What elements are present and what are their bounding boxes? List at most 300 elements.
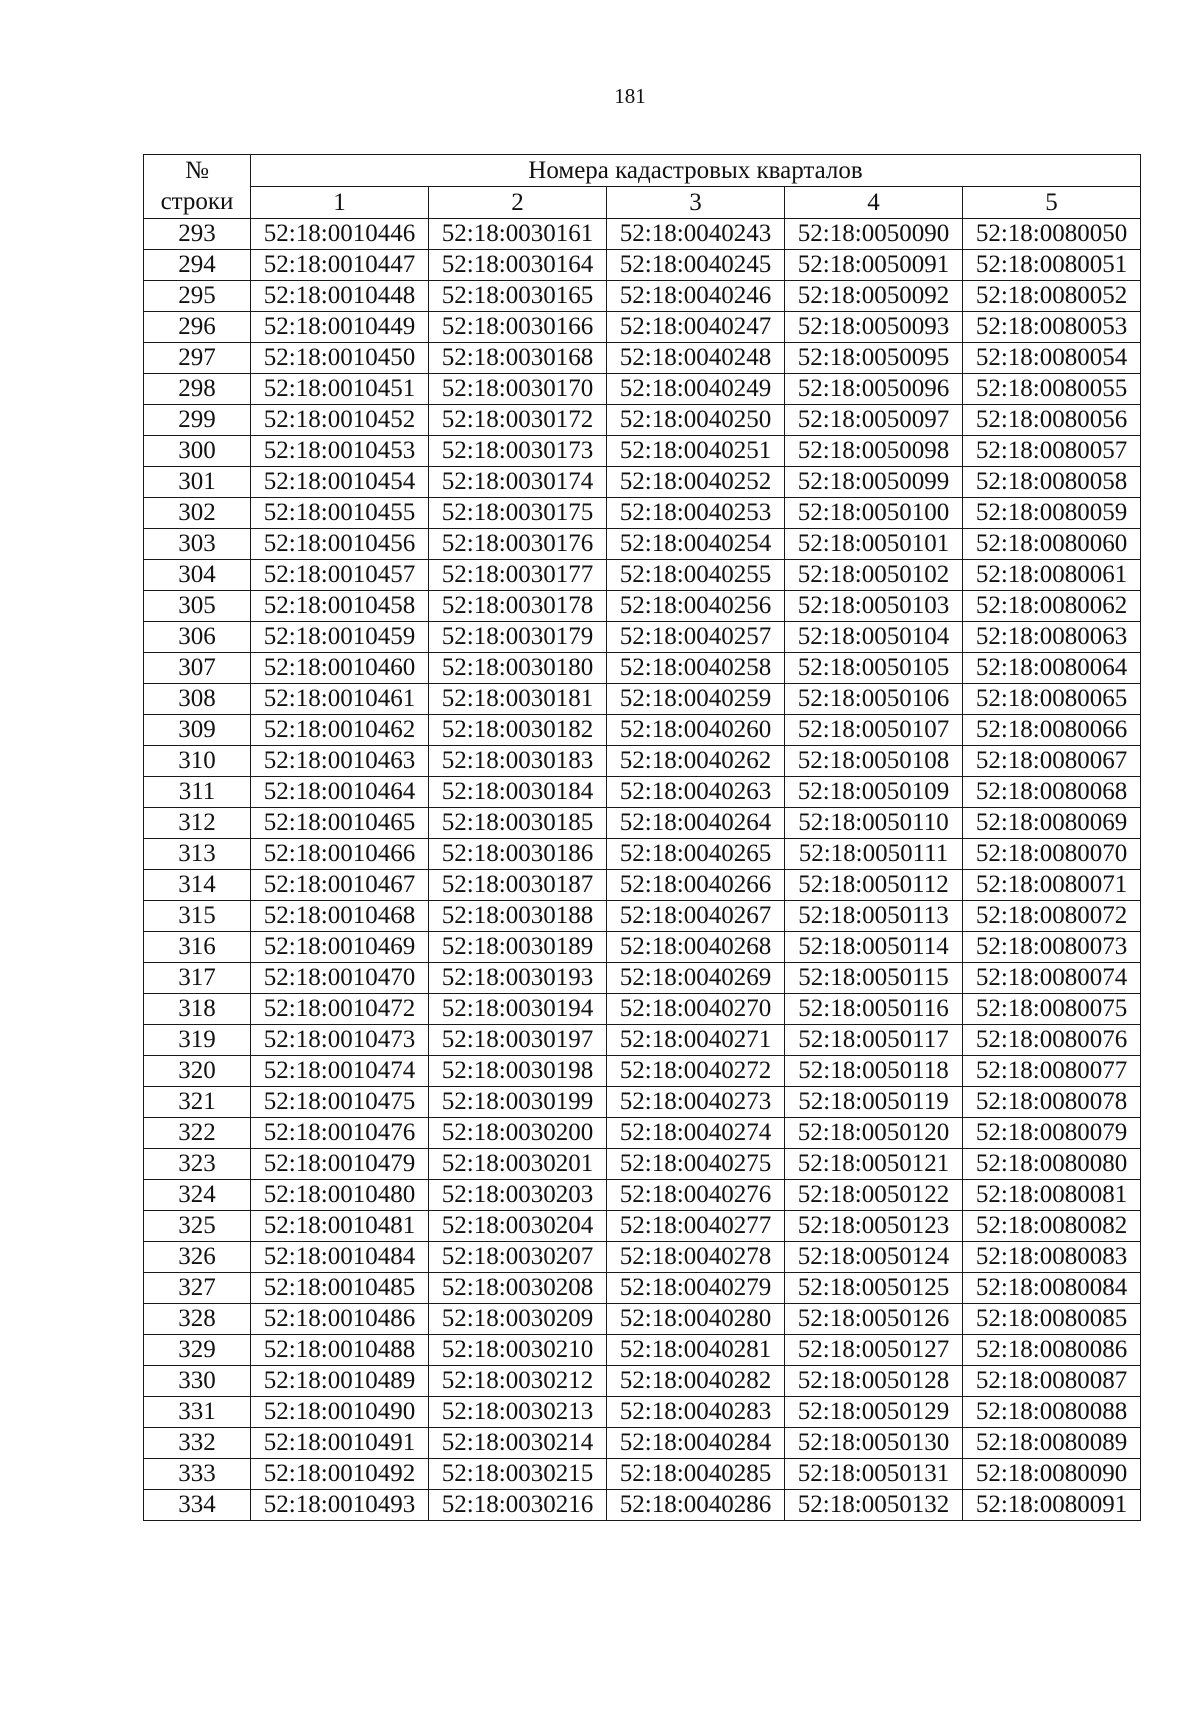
cadastral-number-cell: 52:18:0050099 [785,467,963,498]
cadastral-number-cell: 52:18:0040248 [607,343,785,374]
cadastral-number-cell: 52:18:0050114 [785,932,963,963]
table-row [144,1056,1141,1087]
row-number-header-top: № [185,157,209,184]
cadastral-number-cell: 52:18:0040268 [607,932,785,963]
cadastral-number-cell: 52:18:0030186 [429,839,607,870]
cadastral-number-cell: 52:18:0010458 [251,591,429,622]
cadastral-number-cell: 52:18:0040283 [607,1397,785,1428]
cadastral-number-cell: 52:18:0050096 [785,374,963,405]
table-row [144,1118,1141,1149]
row-number-cell: 303 [144,529,251,560]
cadastral-number-cell: 52:18:0040285 [607,1459,785,1490]
cadastral-number-cell: 52:18:0040260 [607,715,785,746]
cadastral-number-cell: 52:18:0050101 [785,529,963,560]
table-row [144,870,1141,901]
row-number-header [144,155,251,219]
cadastral-number-cell: 52:18:0040262 [607,746,785,777]
cadastral-number-cell: 52:18:0010450 [251,343,429,374]
cadastral-number-cell: 52:18:0030188 [429,901,607,932]
cadastral-number-cell: 52:18:0030180 [429,653,607,684]
cadastral-number-cell: 52:18:0080086 [963,1335,1141,1366]
cadastral-number-cell: 52:18:0010485 [251,1273,429,1304]
table-body [144,219,1141,1521]
cadastral-number-cell: 52:18:0010459 [251,622,429,653]
row-number-cell: 299 [144,405,251,436]
cadastral-number-cell: 52:18:0040271 [607,1025,785,1056]
cadastral-number-cell: 52:18:0010446 [251,219,429,250]
cadastral-number-cell: 52:18:0030166 [429,312,607,343]
cadastral-number-cell: 52:18:0080087 [963,1366,1141,1397]
cadastral-number-cell: 52:18:0030213 [429,1397,607,1428]
page-number: 181 [614,84,646,108]
cadastral-number-cell: 52:18:0010464 [251,777,429,808]
cadastral-number-cell: 52:18:0010455 [251,498,429,529]
table-row [144,281,1141,312]
cadastral-number-cell: 52:18:0050105 [785,653,963,684]
cadastral-number-cell: 52:18:0050120 [785,1118,963,1149]
cadastral-number-cell: 52:18:0080085 [963,1304,1141,1335]
cadastral-number-cell: 52:18:0010472 [251,994,429,1025]
cadastral-number-cell: 52:18:0080061 [963,560,1141,591]
row-number-cell: 294 [144,250,251,281]
cadastral-number-cell: 52:18:0010476 [251,1118,429,1149]
cadastral-number-cell: 52:18:0030170 [429,374,607,405]
cadastral-number-cell: 52:18:0030199 [429,1087,607,1118]
cadastral-number-cell: 52:18:0040252 [607,467,785,498]
row-number-cell: 333 [144,1459,251,1490]
row-number-cell: 295 [144,281,251,312]
row-number-cell: 334 [144,1490,251,1521]
table-row [144,219,1141,250]
row-number-cell: 302 [144,498,251,529]
row-number-cell: 329 [144,1335,251,1366]
cadastral-number-cell: 52:18:0010463 [251,746,429,777]
cadastral-number-cell: 52:18:0030197 [429,1025,607,1056]
row-number-cell: 309 [144,715,251,746]
table-row [144,1211,1141,1242]
row-number-cell: 319 [144,1025,251,1056]
table-row [144,963,1141,994]
cadastral-number-cell: 52:18:0040259 [607,684,785,715]
cadastral-number-cell: 52:18:0080054 [963,343,1141,374]
cadastral-number-cell: 52:18:0080090 [963,1459,1141,1490]
cadastral-number-cell: 52:18:0080059 [963,498,1141,529]
row-number-cell: 307 [144,653,251,684]
table-row [144,560,1141,591]
cadastral-number-cell: 52:18:0030175 [429,498,607,529]
cadastral-number-cell: 52:18:0010451 [251,374,429,405]
row-number-header-bottom: строки [160,188,234,215]
table-row [144,405,1141,436]
cadastral-number-cell: 52:18:0010467 [251,870,429,901]
row-number-cell: 321 [144,1087,251,1118]
cadastral-number-cell: 52:18:0010488 [251,1335,429,1366]
table-row [144,1025,1141,1056]
table-row [144,312,1141,343]
cadastral-number-cell: 52:18:0050112 [785,870,963,901]
table-row [144,1428,1141,1459]
cadastral-number-cell: 52:18:0010462 [251,715,429,746]
row-number-cell: 306 [144,622,251,653]
cadastral-number-cell: 52:18:0050123 [785,1211,963,1242]
cadastral-number-cell: 52:18:0080079 [963,1118,1141,1149]
cadastral-number-cell: 52:18:0080081 [963,1180,1141,1211]
table-row [144,1335,1141,1366]
column-header-1: 1 [251,187,429,219]
cadastral-number-cell: 52:18:0040254 [607,529,785,560]
cadastral-number-cell: 52:18:0050107 [785,715,963,746]
table-row [144,901,1141,932]
cadastral-number-cell: 52:18:0080055 [963,374,1141,405]
cadastral-number-cell: 52:18:0080076 [963,1025,1141,1056]
cadastral-number-cell: 52:18:0080080 [963,1149,1141,1180]
cadastral-number-cell: 52:18:0030176 [429,529,607,560]
cadastral-number-cell: 52:18:0010470 [251,963,429,994]
cadastral-number-cell: 52:18:0050093 [785,312,963,343]
cadastral-number-cell: 52:18:0030178 [429,591,607,622]
row-number-cell: 304 [144,560,251,591]
row-number-cell: 317 [144,963,251,994]
cadastral-number-cell: 52:18:0040266 [607,870,785,901]
column-header-5: 5 [963,187,1141,219]
row-number-cell: 312 [144,808,251,839]
cadastral-number-cell: 52:18:0080070 [963,839,1141,870]
cadastral-number-cell: 52:18:0080056 [963,405,1141,436]
cadastral-number-cell: 52:18:0050122 [785,1180,963,1211]
cadastral-number-cell: 52:18:0010453 [251,436,429,467]
table-row [144,746,1141,777]
cadastral-number-cell: 52:18:0050128 [785,1366,963,1397]
cadastral-number-cell: 52:18:0040284 [607,1428,785,1459]
row-number-cell: 293 [144,219,251,250]
row-number-cell: 296 [144,312,251,343]
cadastral-number-cell: 52:18:0010461 [251,684,429,715]
cadastral-number-cell: 52:18:0030208 [429,1273,607,1304]
cadastral-number-cell: 52:18:0080078 [963,1087,1141,1118]
cadastral-number-cell: 52:18:0080071 [963,870,1141,901]
cadastral-number-cell: 52:18:0040277 [607,1211,785,1242]
cadastral-number-cell: 52:18:0040282 [607,1366,785,1397]
table-row [144,498,1141,529]
cadastral-number-cell: 52:18:0080057 [963,436,1141,467]
cadastral-number-cell: 52:18:0030209 [429,1304,607,1335]
cadastral-number-cell: 52:18:0050104 [785,622,963,653]
table-row [144,374,1141,405]
cadastral-number-cell: 52:18:0080066 [963,715,1141,746]
cadastral-number-cell: 52:18:0080077 [963,1056,1141,1087]
cadastral-number-cell: 52:18:0030181 [429,684,607,715]
cadastral-number-cell: 52:18:0040276 [607,1180,785,1211]
cadastral-number-cell: 52:18:0030210 [429,1335,607,1366]
cadastral-number-cell: 52:18:0040270 [607,994,785,1025]
table-row [144,467,1141,498]
cadastral-number-cell: 52:18:0010479 [251,1149,429,1180]
cadastral-number-cell: 52:18:0080089 [963,1428,1141,1459]
cadastral-number-cell: 52:18:0080072 [963,901,1141,932]
cadastral-number-cell: 52:18:0010481 [251,1211,429,1242]
cadastral-number-cell: 52:18:0050125 [785,1273,963,1304]
cadastral-number-cell: 52:18:0040263 [607,777,785,808]
cadastral-number-cell: 52:18:0040246 [607,281,785,312]
column-header-3: 3 [607,187,785,219]
cadastral-number-cell: 52:18:0030174 [429,467,607,498]
cadastral-number-cell: 52:18:0040272 [607,1056,785,1087]
cadastral-number-cell: 52:18:0030184 [429,777,607,808]
cadastral-number-cell: 52:18:0030179 [429,622,607,653]
cadastral-number-cell: 52:18:0050097 [785,405,963,436]
cadastral-number-cell: 52:18:0030207 [429,1242,607,1273]
cadastral-number-cell: 52:18:0080053 [963,312,1141,343]
cadastral-number-cell: 52:18:0050109 [785,777,963,808]
cadastral-number-cell: 52:18:0050095 [785,343,963,374]
cadastral-number-cell: 52:18:0030165 [429,281,607,312]
cadastral-number-cell: 52:18:0080069 [963,808,1141,839]
cadastral-number-cell: 52:18:0040258 [607,653,785,684]
row-number-cell: 330 [144,1366,251,1397]
cadastral-number-cell: 52:18:0030193 [429,963,607,994]
cadastral-number-cell: 52:18:0010456 [251,529,429,560]
row-number-cell: 315 [144,901,251,932]
table-row [144,777,1141,808]
column-header-4: 4 [785,187,963,219]
cadastral-number-cell: 52:18:0050106 [785,684,963,715]
cadastral-number-cell: 52:18:0080067 [963,746,1141,777]
header-row-group [144,155,1141,187]
table-row [144,1397,1141,1428]
table-row [144,1149,1141,1180]
cadastral-number-cell: 52:18:0030203 [429,1180,607,1211]
cadastral-number-cell: 52:18:0080063 [963,622,1141,653]
cadastral-number-cell: 52:18:0030182 [429,715,607,746]
cadastral-table-container [143,154,1141,1521]
cadastral-number-cell: 52:18:0030172 [429,405,607,436]
cadastral-number-cell: 52:18:0030212 [429,1366,607,1397]
cadastral-number-cell: 52:18:0080075 [963,994,1141,1025]
row-number-cell: 297 [144,343,251,374]
cadastral-number-cell: 52:18:0040256 [607,591,785,622]
cadastral-number-cell: 52:18:0010468 [251,901,429,932]
cadastral-number-cell: 52:18:0050131 [785,1459,963,1490]
table-row [144,1490,1141,1521]
cadastral-number-cell: 52:18:0010448 [251,281,429,312]
cadastral-number-cell: 52:18:0030168 [429,343,607,374]
row-number-cell: 328 [144,1304,251,1335]
row-number-cell: 300 [144,436,251,467]
cadastral-number-cell: 52:18:0010460 [251,653,429,684]
cadastral-number-cell: 52:18:0040278 [607,1242,785,1273]
cadastral-number-cell: 52:18:0050102 [785,560,963,591]
cadastral-number-cell: 52:18:0030198 [429,1056,607,1087]
cadastral-number-cell: 52:18:0010484 [251,1242,429,1273]
row-number-cell: 305 [144,591,251,622]
cadastral-number-cell: 52:18:0050098 [785,436,963,467]
cadastral-number-cell: 52:18:0010480 [251,1180,429,1211]
cadastral-number-cell: 52:18:0080091 [963,1490,1141,1521]
cadastral-number-cell: 52:18:0010454 [251,467,429,498]
cadastral-number-cell: 52:18:0050119 [785,1087,963,1118]
row-number-cell: 301 [144,467,251,498]
cadastral-number-cell: 52:18:0030161 [429,219,607,250]
cadastral-number-cell: 52:18:0080073 [963,932,1141,963]
cadastral-number-cell: 52:18:0010490 [251,1397,429,1428]
cadastral-number-cell: 52:18:0050130 [785,1428,963,1459]
cadastral-number-cell: 52:18:0030201 [429,1149,607,1180]
cadastral-numbers-group-header: Номера кадастровых кварталов [251,155,1141,187]
row-number-cell: 326 [144,1242,251,1273]
row-number-cell: 308 [144,684,251,715]
cadastral-number-cell: 52:18:0030194 [429,994,607,1025]
cadastral-number-cell: 52:18:0050110 [785,808,963,839]
table-header [144,155,1141,219]
table-row [144,1459,1141,1490]
cadastral-number-cell: 52:18:0080065 [963,684,1141,715]
header-row-columns [144,187,1141,219]
cadastral-number-cell: 52:18:0040279 [607,1273,785,1304]
cadastral-number-cell: 52:18:0050100 [785,498,963,529]
cadastral-number-cell: 52:18:0010486 [251,1304,429,1335]
cadastral-quarters-table [143,154,1141,1521]
cadastral-number-cell: 52:18:0040267 [607,901,785,932]
cadastral-number-cell: 52:18:0010452 [251,405,429,436]
cadastral-number-cell: 52:18:0050116 [785,994,963,1025]
column-header-2: 2 [429,187,607,219]
row-number-cell: 320 [144,1056,251,1087]
table-row [144,653,1141,684]
row-number-cell: 331 [144,1397,251,1428]
cadastral-number-cell: 52:18:0040253 [607,498,785,529]
cadastral-number-cell: 52:18:0080088 [963,1397,1141,1428]
cadastral-number-cell: 52:18:0040281 [607,1335,785,1366]
table-row [144,591,1141,622]
cadastral-number-cell: 52:18:0080068 [963,777,1141,808]
cadastral-number-cell: 52:18:0030189 [429,932,607,963]
row-number-cell: 325 [144,1211,251,1242]
cadastral-number-cell: 52:18:0040269 [607,963,785,994]
cadastral-number-cell: 52:18:0050118 [785,1056,963,1087]
cadastral-number-cell: 52:18:0050132 [785,1490,963,1521]
cadastral-number-cell: 52:18:0050124 [785,1242,963,1273]
cadastral-number-cell: 52:18:0010473 [251,1025,429,1056]
cadastral-number-cell: 52:18:0010457 [251,560,429,591]
cadastral-number-cell: 52:18:0040280 [607,1304,785,1335]
cadastral-number-cell: 52:18:0010449 [251,312,429,343]
cadastral-number-cell: 52:18:0040249 [607,374,785,405]
table-row [144,436,1141,467]
row-number-cell: 323 [144,1149,251,1180]
cadastral-number-cell: 52:18:0050111 [785,839,963,870]
cadastral-number-cell: 52:18:0080064 [963,653,1141,684]
cadastral-number-cell: 52:18:0050092 [785,281,963,312]
cadastral-number-cell: 52:18:0030187 [429,870,607,901]
cadastral-number-cell: 52:18:0080050 [963,219,1141,250]
cadastral-number-cell: 52:18:0040251 [607,436,785,467]
cadastral-number-cell: 52:18:0050090 [785,219,963,250]
cadastral-number-cell: 52:18:0010469 [251,932,429,963]
table-row [144,529,1141,560]
table-row [144,622,1141,653]
row-number-cell: 313 [144,839,251,870]
cadastral-number-cell: 52:18:0040250 [607,405,785,436]
table-row [144,684,1141,715]
cadastral-number-cell: 52:18:0040274 [607,1118,785,1149]
cadastral-number-cell: 52:18:0030185 [429,808,607,839]
cadastral-number-cell: 52:18:0050108 [785,746,963,777]
cadastral-number-cell: 52:18:0010466 [251,839,429,870]
table-row [144,808,1141,839]
row-number-cell: 310 [144,746,251,777]
cadastral-number-cell: 52:18:0050091 [785,250,963,281]
cadastral-number-cell: 52:18:0010492 [251,1459,429,1490]
cadastral-number-cell: 52:18:0050121 [785,1149,963,1180]
cadastral-number-cell: 52:18:0050115 [785,963,963,994]
row-number-cell: 324 [144,1180,251,1211]
table-row [144,1087,1141,1118]
cadastral-number-cell: 52:18:0030183 [429,746,607,777]
cadastral-number-cell: 52:18:0030200 [429,1118,607,1149]
cadastral-number-cell: 52:18:0030216 [429,1490,607,1521]
cadastral-number-cell: 52:18:0010447 [251,250,429,281]
table-row [144,932,1141,963]
table-row [144,343,1141,374]
row-number-cell: 318 [144,994,251,1025]
cadastral-number-cell: 52:18:0050129 [785,1397,963,1428]
cadastral-number-cell: 52:18:0080082 [963,1211,1141,1242]
cadastral-number-cell: 52:18:0010491 [251,1428,429,1459]
cadastral-number-cell: 52:18:0080051 [963,250,1141,281]
cadastral-number-cell: 52:18:0080058 [963,467,1141,498]
row-number-cell: 332 [144,1428,251,1459]
cadastral-number-cell: 52:18:0050103 [785,591,963,622]
table-row [144,839,1141,870]
cadastral-number-cell: 52:18:0010474 [251,1056,429,1087]
cadastral-number-cell: 52:18:0080052 [963,281,1141,312]
row-number-cell: 322 [144,1118,251,1149]
cadastral-number-cell: 52:18:0040264 [607,808,785,839]
cadastral-number-cell: 52:18:0030204 [429,1211,607,1242]
cadastral-number-cell: 52:18:0080074 [963,963,1141,994]
row-number-cell: 311 [144,777,251,808]
cadastral-number-cell: 52:18:0080062 [963,591,1141,622]
cadastral-number-cell: 52:18:0040265 [607,839,785,870]
cadastral-number-cell: 52:18:0040286 [607,1490,785,1521]
cadastral-number-cell: 52:18:0030173 [429,436,607,467]
cadastral-number-cell: 52:18:0010465 [251,808,429,839]
cadastral-number-cell: 52:18:0030177 [429,560,607,591]
table-row [144,994,1141,1025]
row-number-cell: 298 [144,374,251,405]
cadastral-number-cell: 52:18:0040275 [607,1149,785,1180]
cadastral-number-cell: 52:18:0050113 [785,901,963,932]
table-row [144,1180,1141,1211]
cadastral-number-cell: 52:18:0030164 [429,250,607,281]
cadastral-number-cell: 52:18:0040255 [607,560,785,591]
cadastral-number-cell: 52:18:0080060 [963,529,1141,560]
table-row [144,250,1141,281]
cadastral-number-cell: 52:18:0080084 [963,1273,1141,1304]
cadastral-number-cell: 52:18:0050117 [785,1025,963,1056]
table-row [144,1366,1141,1397]
table-row [144,1273,1141,1304]
row-number-cell: 316 [144,932,251,963]
cadastral-number-cell: 52:18:0040273 [607,1087,785,1118]
cadastral-number-cell: 52:18:0040243 [607,219,785,250]
cadastral-number-cell: 52:18:0010475 [251,1087,429,1118]
table-row [144,715,1141,746]
row-number-cell: 327 [144,1273,251,1304]
cadastral-number-cell: 52:18:0010493 [251,1490,429,1521]
cadastral-number-cell: 52:18:0040257 [607,622,785,653]
cadastral-number-cell: 52:18:0040245 [607,250,785,281]
